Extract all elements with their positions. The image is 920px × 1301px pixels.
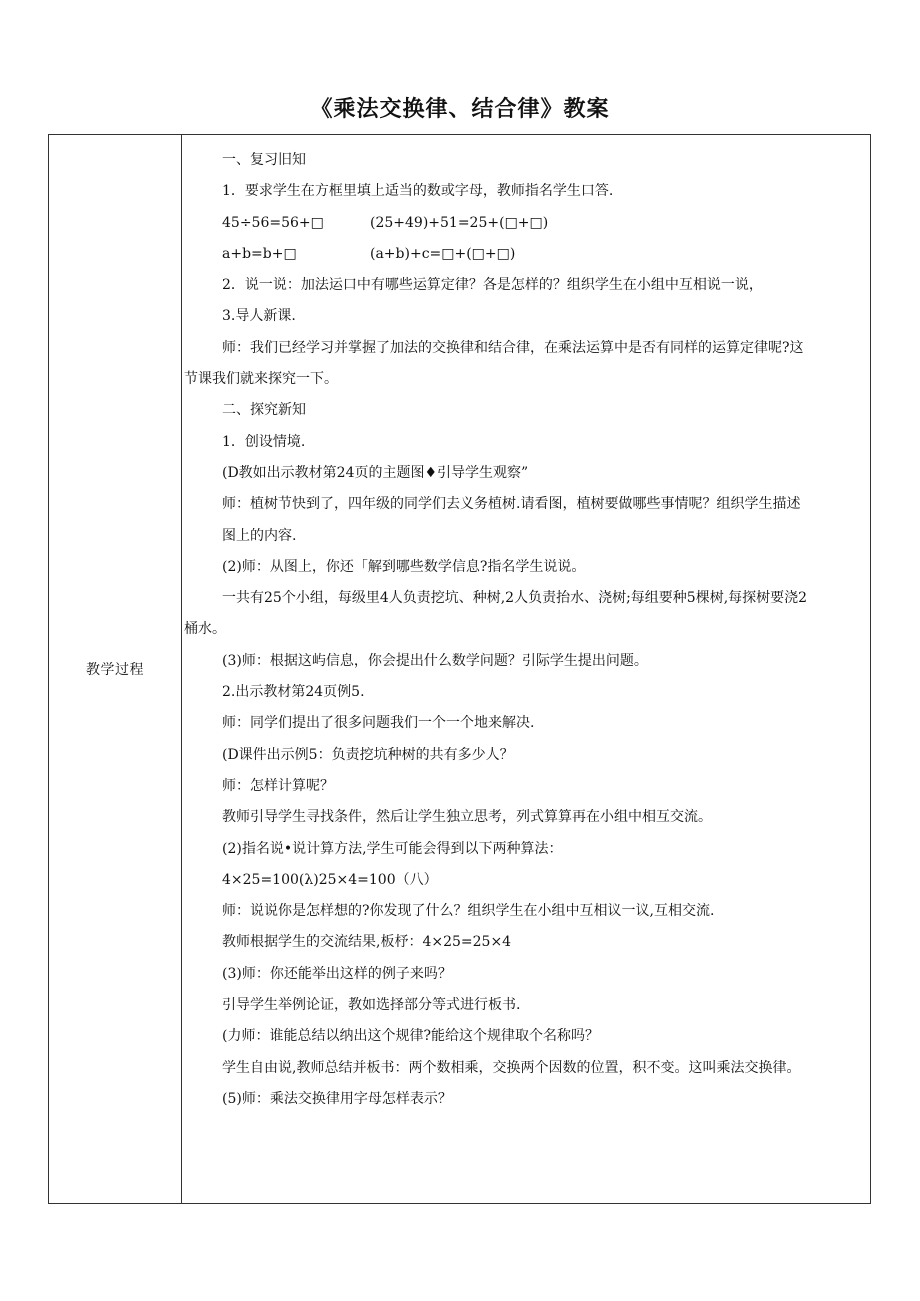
text-line: (3)师：根据这屿信息，你会提出什么数学问题？引际学生提出问题。 <box>222 652 648 669</box>
text-line: 师：植树节快到了，四年级的同学们去义务植树.请看图，植树要做哪些事情呢？组织学生描述 <box>222 496 801 513</box>
formula-row <box>222 239 870 270</box>
text-line: 桶水。 <box>184 621 226 638</box>
formula: (25+49)+51=25+(□+□) <box>370 214 549 231</box>
formula: (a+b)+c=□+(□+□) <box>370 245 516 262</box>
document-title: 《乘法交换律、结合律》教案 <box>310 97 610 122</box>
text-line: 1．创设情境. <box>222 433 306 450</box>
text-line: 师：怎样计算呢？ <box>222 777 334 794</box>
text-line: 节课我们就来探究一下。 <box>184 371 338 388</box>
text-line: (力师：谁能总结以纳出这个规律?能给这个规律取个名称吗？ <box>222 1028 599 1045</box>
text-line: 教师根据学生的交流结果,板杼：4×25=25×4 <box>222 934 512 951</box>
text-line: (D教如出示教材第24页的主题图♦引导学生观察” <box>222 464 529 481</box>
text-line: 引导学生举例论证，教如选择部分等式进行板书. <box>222 997 521 1014</box>
text-line: 2．说一说：加法运口中有哪些运算定律？各是怎样的？组织学生在小组中互相说一说， <box>222 277 763 294</box>
lesson-plan-table <box>48 134 871 1204</box>
text-line: (5)师：乘法交换律用字母怎样表示？ <box>222 1090 452 1107</box>
text-line: 二、探究新知 <box>222 402 306 419</box>
text-line: (2)指名说•说计算方法,学生可能会得到以下两种算法： <box>222 840 563 857</box>
text-line: (D课件出示例5：负责挖坑种树的共有多少人？ <box>222 746 514 763</box>
section-label: 教学过程 <box>86 662 144 678</box>
formula-row <box>222 208 870 239</box>
text-line: 一共有25个小组，每级里4人负责挖坑、种树,2人负责抬水、浇树;每组要种5棵树,每探树要浇2 <box>222 590 808 607</box>
text-line: 1．要求学生在方框里填上适当的数或字母，教师指名学生口答. <box>222 183 614 200</box>
text-line: 一、复习旧知 <box>222 152 306 168</box>
formula: a+b=b+□ <box>222 245 297 262</box>
section-label-cell <box>49 135 182 1203</box>
text-line: 图上的内容. <box>222 527 297 544</box>
content-cell <box>182 135 870 1203</box>
text-line: 3.导人新课. <box>222 308 296 325</box>
text-line: 学生自由说,教师总结并板书：两个数相乘，交换两个因数的位置，积不变。这叫乘法交换律。 <box>222 1059 801 1076</box>
text-line: 教师引导学生寻找条件，然后让学生独立思考，列式算算再在小组中相互交流。 <box>222 809 712 826</box>
text-line: (3)师：你还能举出这样的例子来吗？ <box>222 965 452 982</box>
text-line: 师：说说你是怎样想的?你发现了什么？组织学生在小组中互相议一议,互相交流. <box>222 903 715 920</box>
formula: 45÷56=56+□ <box>222 214 324 231</box>
text-line: (2)师：从图上，你还「解到哪些数学信息?指名学生说说。 <box>222 558 586 575</box>
text-line: 师：同学们提出了很多问题我们一个一个地来解决. <box>222 715 535 732</box>
text-line: 4×25=100(λ)25×4=100（八） <box>222 871 438 888</box>
text-line: 2.出示教材第24页例5. <box>222 684 365 701</box>
text-line: 师：我们已经学习并掌握了加法的交换律和结合律，在乘法运算中是否有同样的运算定律呢?这 <box>222 339 804 356</box>
